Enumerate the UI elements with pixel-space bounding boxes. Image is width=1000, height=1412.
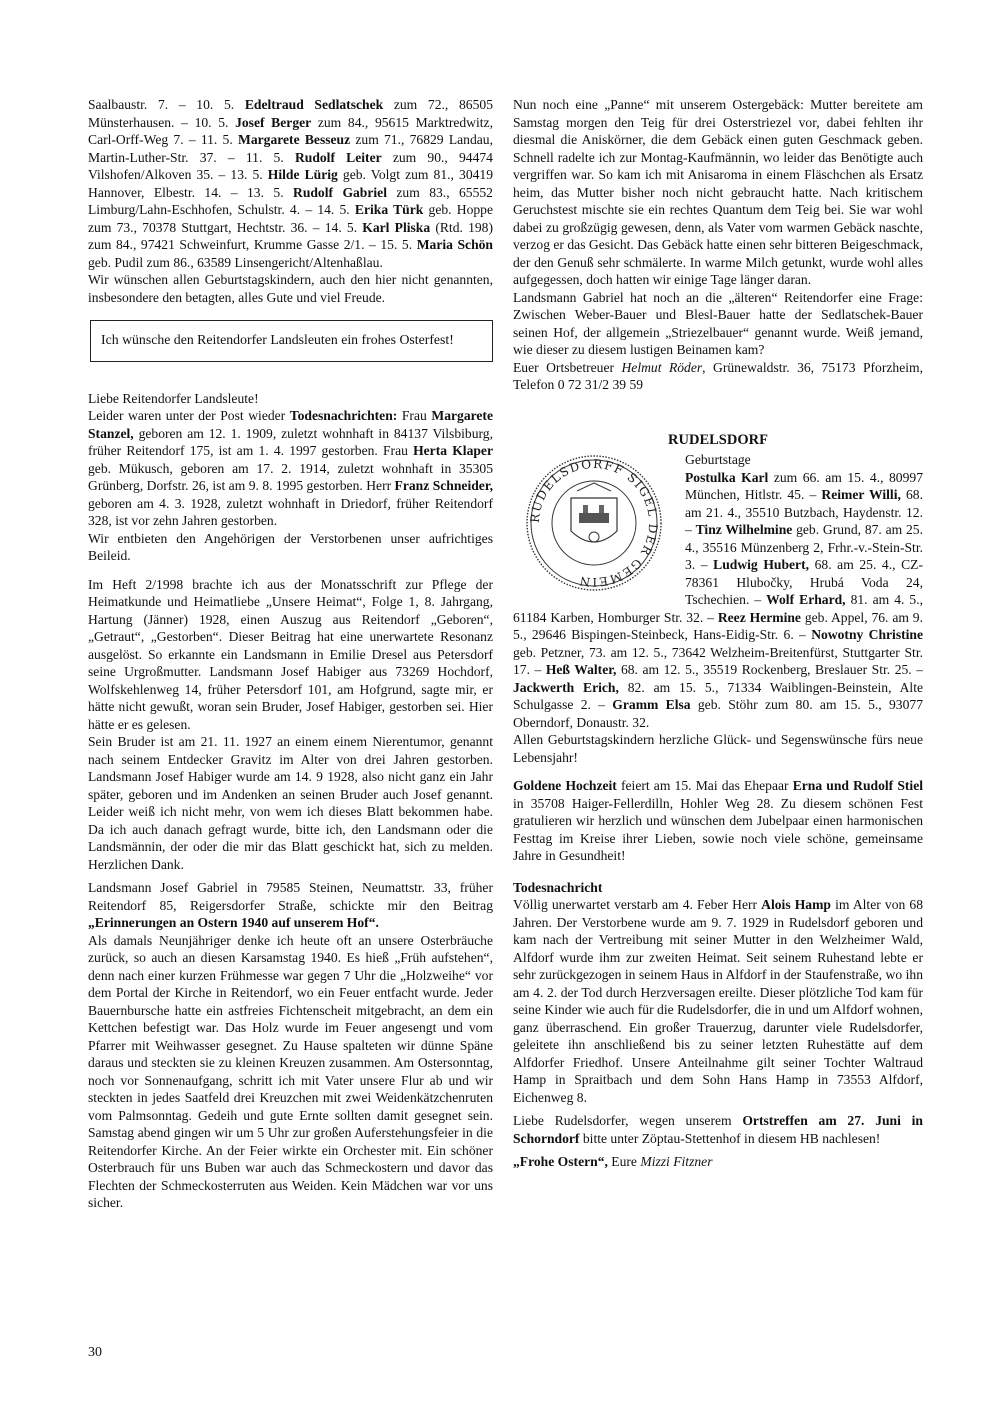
page-number: 30	[88, 1345, 102, 1360]
bold-name: Rudolf Leiter	[294, 149, 382, 165]
easter-story: Als damals Neunjähriger denke ich heute oft an unsere Osterbräuche zurück, so auch an diesen Karsamstag 1940. Es hieß „Früh aufstehen“, denn nach einer kurzen Frühmesse war gegen 7 Uhr die „Holzweihe“ vor dem Portal der Kirche in Reitendorf, wo ein Feuer entfacht wurde. Jeder Bauernbursche hatte ein astfreies Fichtenscheit mitgebracht, an dem ein Kettchen befestigt war. Das Holz wurde im Feuer angesengt und vom Pfarrer mit Weihwasser gesegnet. Zu Hause spalteten wir dünne Späne daraus und steckten sie zu kleinen Kreuzen zusammen. Am Ostersonntag, noch vor Sonnenaufgang, schritt ich mit Vater unsere Flur ab und wir steckten in jedes Saatfeld drei Kreuzchen mit zwei Weidenkätzchenruten vom Palmsonntag. Gedeih und gute Ernte sollten damit gesegnet sein. Samstag abend gingen wir um 5 Uhr zur großen Auferstehungsfeier in die Reitendorfer Kirche. An der Feier wirkte ein Orchester mit. Ein schöner Osterbrauch für uns Buben war auch das Schmeckostern und davor das Flechten der Schmeckosterruten aus Weiden. Kein Mädchen war vor uns sicher.	[88, 932, 493, 1210]
gabriel-paragraph	[88, 879, 493, 932]
bold-name: Wolf Erhard,	[766, 592, 846, 607]
bold-name: Karl Pliska	[362, 219, 431, 235]
bold-name: Tinz Wilhelmine	[695, 522, 793, 537]
bold-name: Ortstreffen am 27. Juni in Schorndorf	[513, 1113, 923, 1146]
bold-name: Alois Hamp	[761, 897, 831, 912]
rudelsdorf-seal-icon	[513, 453, 675, 593]
bold-name: Hilde Lürig	[267, 167, 338, 182]
signoff-name: Helmut Röder	[621, 359, 703, 375]
easter-greeting-text: Ich wünsche den Reitendorfer Landsleuten ein frohes Osterfest!	[101, 332, 454, 347]
greeting: Liebe Reitendorfer Landsleute!	[88, 390, 259, 406]
signoff	[513, 359, 923, 394]
bold-name: Gramm Elsa	[612, 697, 691, 712]
bold-name: Maria Schön	[416, 237, 493, 252]
bold-name: Margarete Stanzel,	[88, 408, 493, 441]
death-heading: Todesnachricht	[513, 879, 603, 895]
bold-name: Reimer Willi,	[821, 487, 901, 502]
bold-name: Erika Türk	[354, 202, 424, 217]
rudelsdorf-section	[513, 449, 923, 731]
bold-name: Herta Klaper	[413, 443, 493, 458]
right-birthday-list: Postulka Karl zum 66. am 15. 4., 80997 München, Hitlstr. 45. – Reimer Willi, 68. am 21. 4., 35510 Butzbach, Haydenstr. 12. – Tinz Wilhelmine geb. Grund, 87. am 25. 4., 35516 Münzenberg 2, Frhr.-v.-Stein-Str. 3. – Ludwig Hubert, 68. am 25. 4., CZ-78361 Hlubočky, Hrubá Voda 24, Tschechien. – Wolf Erhard, 81. am 4. 5., 61184 Karben, Homburger Str. 32. – Reez Hermine geb. Appel, 76. am 9. 5., 29646 Bispingen-Steinbeck, Hans-Eidig-Str. 6. – Nowotny Christine geb. Petzner, 73. am 12. 5., 73642 Welzheim-Breitenfürst, Stuttgarter Str. 17. – Heß Walter, 68. am 12. 5., 35519 Rockenberg, Breslauer Str. 25. – Jackwerth Erich, 82. am 15. 5., 71334 Waiblingen-Beinstein, Alte Schulgasse 2. – Gramm Elsa geb. Stöhr zum 80. am 15. 5., 93077 Oberndorf, Donaustr. 32.	[513, 469, 923, 730]
heft-paragraph: Im Heft 2/1998 brachte ich aus der Monatsschrift zur Pflege der Heimatkunde und Heimatliebe „Unsere Heimat“, Folge 1, 8. Jahrgang, Hartung (Jänner) 1928, einen Auszug aus Reitendorf „Geboren“, „Getraut“, „Gestorben“. Dieser Beitrag hat eine unerwartete Resonanz ausgelöst. So erkannte ein Landsmann in Emilie Dresel aus Petersdorf seine Urgroßmutter. Landsmann Josef Habiger aus 73269 Hochdorf, Wolfskehlenweg 14, früher Petersdorf 101, am Hofgrund, sagte mir, er hätte nicht gewußt, woran sein Bruder, Josef Habiger, gestorben sei. Hier hätte er es gelesen.	[88, 576, 493, 732]
bold-name: Goldene Hochzeit	[513, 778, 617, 793]
left-column	[88, 96, 493, 1212]
closing-wish: „Frohe Ostern“,	[513, 1154, 608, 1169]
question-paragraph: Landsmann Gabriel hat noch an die „älteren“ Reitendorfer eine Frage: Zwischen Weber-Bauer und Blesl-Bauer hatte der Sedlatschek-Bauer seinen Hof, der allgemein „Striezelbauer“ genannt wurde. Weiß jemand, wie dieser zu diesem lustigen Beinamen kam?	[513, 289, 923, 357]
birthdays-subheading: Geburtstage	[685, 452, 751, 467]
bold-name: Jackwerth Erich,	[513, 679, 619, 695]
signoff-address: , Grünewaldstr. 36, 75173 Pforzheim, Telefon 0 72 31/2 39 59	[513, 359, 923, 392]
left-birthday-list: Saalbaustr. 7. – 10. 5. Edeltraud Sedlatschek zum 72., 86505 Münsterhausen. – 10. 5. Josef Berger zum 84., 95615 Marktredwitz, Carl-Orff-Weg 7. – 11. 5. Margarete Besseuz zum 71., 76829 Landau, Martin-Luther-Str. 37. – 11. 5. Rudolf Leiter zum 90., 94474 Vilshofen/Alkoven 35. – 13. 5. Hilde Lürig geb. Volgt zum 81., 30419 Hannover, Elbestr. 14. – 13. 5. Rudolf Gabriel zum 83., 65552 Limburg/Lahn-Eschhofen, Schulstr. 4. – 14. 5. Erika Türk geb. Hoppe zum 73., 70378 Stuttgart, Hechtstr. 36. – 14. 5. Karl Pliska (Rtd. 198) zum 84., 97421 Schweinfurt, Krumme Gasse 2/1. – 15. 5. Maria Schön geb. Pudil zum 86., 63589 Linsengericht/Altenhaßlau.	[88, 97, 494, 270]
golden-wedding: Goldene Hochzeit feiert am 15. Mai das Ehepaar Erna und Rudolf Stiel in 35708 Haiger-Fellerdilln, Hohler Weg 28. Zu diesem schönen Fest gratulieren wir herzlich und wünschen dem Jubelpaar einen harmonischen Festtag im Kreise ihrer Lieben, sowie noch viele schöne, gemeinsame Jahre in Gesundheit!	[513, 778, 924, 863]
panne-paragraph: Nun noch eine „Panne“ mit unserem Ostergebäck: Mutter bereitete am Samstag morgen den Teig für drei Osterstriezel vor, dabei fehlten ihr diesmal die Aniskörner, die dem Gebäck einen guten Geschmack geben. Schnell radelte ich zur Montag-Kaufmännin, wo leider das Benötigte auch vergriffen war. So kam ich mit Anisaroma in einem Fläschchen als Ersatz heim, das Mutter bisher noch nicht gebraucht hatte. Nach kritischem Geruchstest mischte sie ein rechtes Quantum dem Teig bei. Sie war wohl dabei zu großzügig gewesen, denn, als Vater vom warmen Gebäck naschte, verzog er das Gesicht. Das Gebäck hatte einen sehr bitteren Beigeschmack, der den Genuß sehr schmälerte. In warme Milch getunkt, wurde wohl alles aufgegessen, doch hatten wir einige Tage länger daran.	[513, 97, 923, 287]
brother-paragraph: Sein Bruder ist am 21. 11. 1927 an einem einem Nierentumor, genannt nach seinem Entdecker Gravitz im Alter von drei Jahren gestorben. Landsmann Josef Habiger wurde am 14. 9 1928, also nicht ganz ein Jahr später, geboren und im Andenken an seinen Bruder auch Josef genannt. Leider weiß ich nicht mehr, von wem ich dieses Blatt bekommen habe. Da ich auch danach gefragt wurde, bitte ich, den Landsmann oder die Landsmännin, der oder die mir das Blatt geschickt hat, sich zu melden. Herzlichen Dank.	[88, 734, 493, 872]
closing-mid: Eure	[607, 1154, 641, 1169]
left-birthday-wish: Wir wünschen allen Geburtstagskindern, auch den hier nicht genannten, insbesondere den betagten, alles Gute und viel Freude.	[88, 272, 493, 305]
section-title: RUDELSDORF	[668, 431, 768, 448]
right-birthday-wish: Allen Geburtstagskindern herzliche Glück- und Segenswünsche fürs neue Lebensjahr!	[513, 732, 923, 765]
bold-name: Erna und Rudolf Stiel	[792, 778, 924, 793]
signoff-prefix: Euer Ortsbetreuer	[513, 359, 622, 375]
closing-name: Mizzi Fitzner	[640, 1154, 713, 1169]
bold-name: Ludwig Hubert,	[713, 557, 810, 572]
right-column	[513, 96, 923, 1171]
condolence: Wir entbieten den Angehörigen der Verstorbenen unser aufrichtiges Beileid.	[88, 530, 493, 563]
bold-name: Todesnachrichten:	[289, 408, 398, 423]
easter-greeting-box	[90, 320, 493, 362]
death-text: Völlig unerwartet verstarb am 4. Feber Herr Alois Hamp im Alter von 68 Jahren. Der Verstorbene wurde am 9. 7. 1929 in Rudelsdorf geboren und kam nach der Vertreibung mit seiner Mutter in den Welzheimer Wald, Alfdorf wurde ihm zur zweiten Heimat. Seit seinem Ruhestand lebte er sehr zurückgezogen in seinem Haus in Alfdorf in der Staufenstraße, wo ihn am 4. 2. der Tod durch Herzversagen ereilte. Dieser plötzliche Tod kam für seine Kinder wie auch für die Rudelsdorfer, die in und um Alfdorf wohnen, ganz überraschend. Ein großer Trauerzug, darunter viele Rudelsdorfer, geleitete ihn anschließend bis zu seiner letzten Ruhestätte auf dem Alfdorfer Friedhof. Unsere Anteilnahme gilt seiner Tochter Waltraud Hamp in Spraitbach und dem Sohn Hans Hamp in 73553 Alfdorf, Eichenweg 8.	[513, 897, 923, 1105]
bold-name: Edeltraud Sedlatschek	[244, 97, 384, 112]
seal-inscription: RUDELSDORFF SIGEL DER GEMEIN	[527, 456, 661, 590]
bold-name: Josef Berger	[235, 114, 312, 130]
bold-name: Heß Walter,	[545, 662, 617, 677]
bold-name: Nowotny Christine	[811, 627, 923, 642]
bold-name: Reez Hermine	[717, 609, 801, 625]
gabriel-article-title: „Erinnerungen an Ostern 1940 auf unserem Hof“.	[88, 915, 379, 930]
bold-name: Postulka Karl	[685, 469, 769, 485]
bold-name: Franz Schneider,	[394, 478, 493, 493]
bold-name: Margarete Besseuz	[237, 132, 351, 147]
gabriel-intro: Landsmann Josef Gabriel in 79585 Steinen, Neumattstr. 33, früher Reitendorf 85, Reigersdorfer Straße, schickte mir den Beitrag	[88, 880, 493, 913]
meeting-notice: Liebe Rudelsdorfer, wegen unserem Ortstreffen am 27. Juni in Schorndorf bitte unter Zöptau-Stettenhof in diesem HB nachlesen!	[513, 1113, 923, 1146]
bold-name: Rudolf Gabriel	[293, 184, 387, 200]
death-notices: Leider waren unter der Post wieder Todesnachrichten: Frau Margarete Stanzel, geboren am 12. 1. 1909, zuletzt wohnhaft in 84137 Vilsbiburg, früher Reitendorf 175, ist am 1. 4. 1997 gestorben. Frau Herta Klaper geb. Mükusch, geboren am 17. 2. 1914, zuletzt wohnhaft in 35305 Grünberg, Dorfstr. 26, ist am 9. 8. 1995 gestorben. Herr Franz Schneider, geboren am 4. 3. 1928, zuletzt wohnhaft in Driedorf, früher Reitendorf 328, ist vor zehn Jahren gestorben.	[88, 408, 493, 528]
closing	[513, 1153, 923, 1171]
